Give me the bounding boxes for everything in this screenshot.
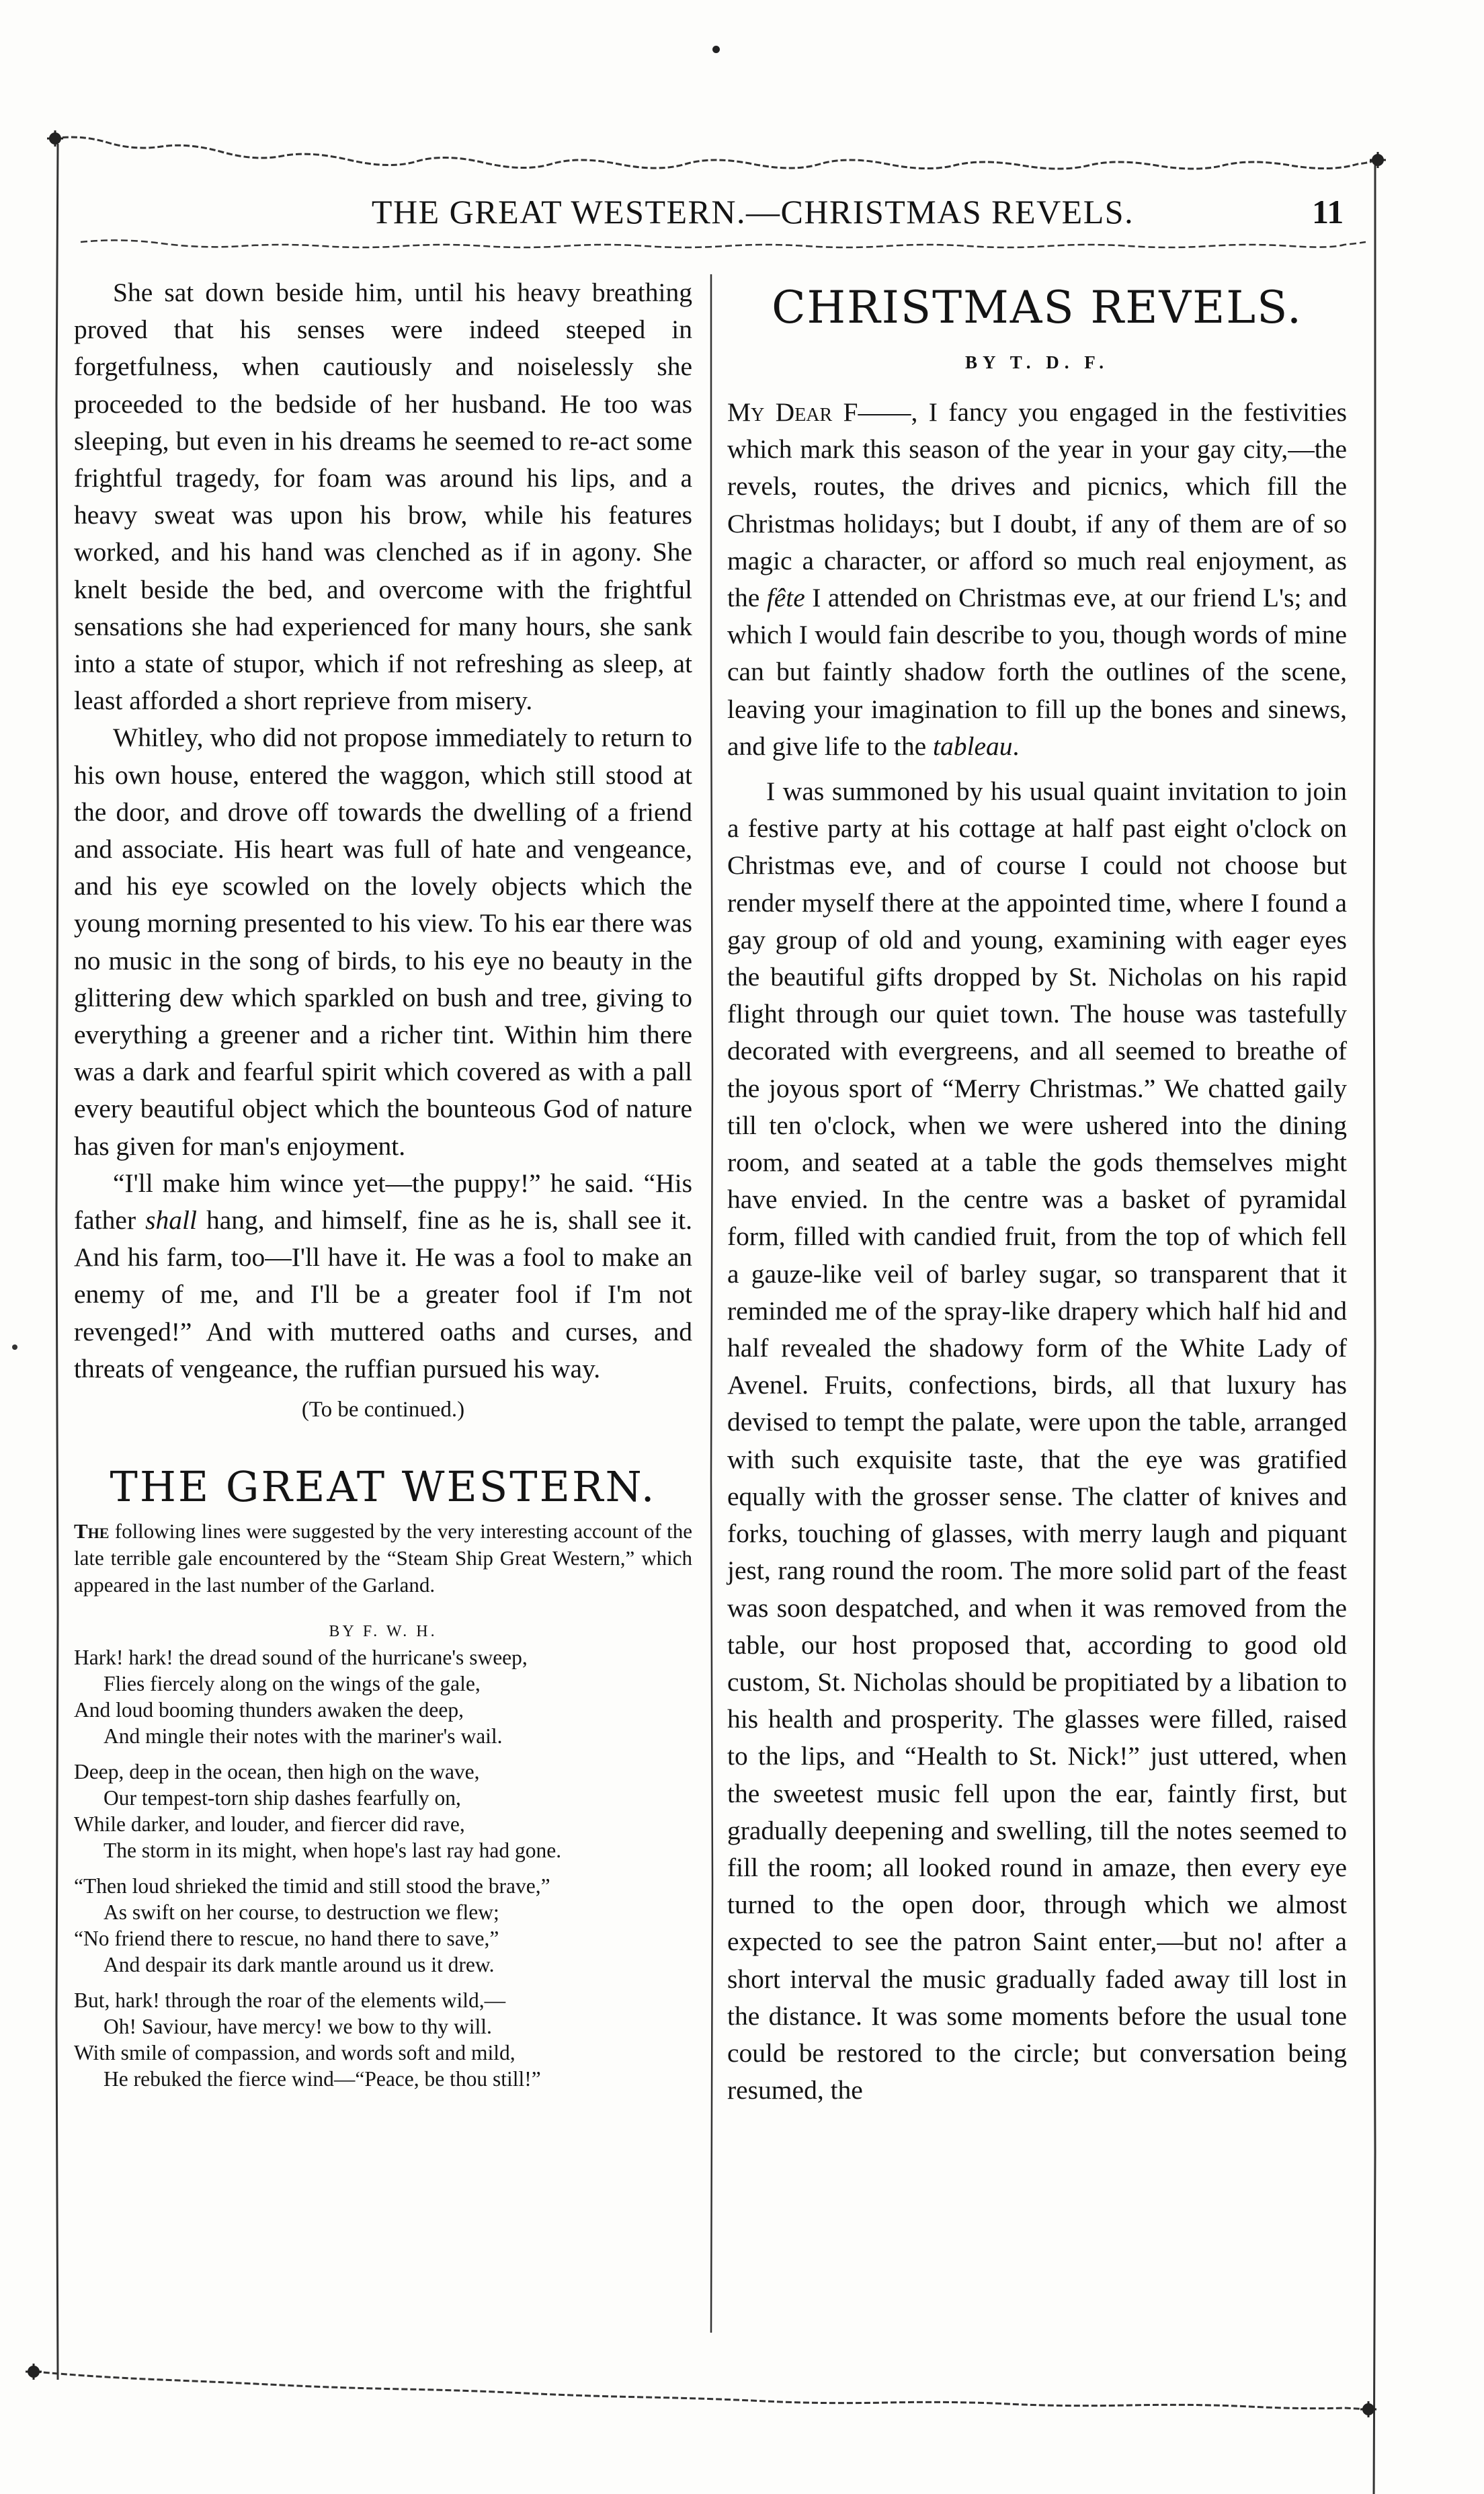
tableau-word: tableau: [933, 731, 1013, 761]
poem-intro-first-word: The: [74, 1519, 110, 1543]
column-divider-rule: [711, 274, 712, 2333]
story-paragraph-3: [74, 1165, 692, 1387]
verse-line: Our tempest-torn ship dashes fearfully on,: [104, 1786, 461, 1810]
corner-ornament-bottom-left: [26, 2364, 42, 2380]
running-title: THE GREAT WESTERN.—CHRISTMAS REVELS.: [371, 193, 1135, 231]
left-column: [74, 274, 692, 2101]
article-title: CHRISTMAS REVELS.: [772, 282, 1303, 333]
poem-stanza-2: [74, 1759, 692, 1863]
bottom-wavy-rule: [35, 2372, 1368, 2409]
corner-ornament-top-right: [1370, 152, 1386, 168]
corner-ornament-top-left: [47, 130, 63, 147]
verse-line: Hark! hark! the dread sound of the hurricane's sweep,: [74, 1646, 528, 1670]
verse-line: With smile of compassion, and words soft and mild,: [74, 2041, 516, 2065]
verse-line: He rebuked the fierce wind—“Peace, be thou still!”: [104, 2067, 541, 2091]
verse-line: And despair its dark mantle around us it drew.: [104, 1953, 495, 1977]
quote-text-a: “I'll make him wince yet—the puppy!” he said. “His father: [74, 1168, 692, 1236]
left-border-rule: [56, 144, 58, 2380]
verse-line: The storm in its might, when hope's last ray had gone.: [104, 1839, 562, 1863]
quote-text-b: hang, and himself, fine as he is, shall see it. And his farm, too—I'll have it. He was a fool to make an enemy of me, and I'll be a greater fool if I'm not revenged!” And with muttered oaths and curses, and threats of vengeance, the ruffian pursued his way.: [74, 1205, 692, 1383]
poem-stanza-1: [74, 1644, 692, 1749]
page-number: 11: [1312, 193, 1344, 231]
verse-line: And loud booming thunders awaken the deep,: [74, 1698, 464, 1722]
verse-line: Deep, deep in the ocean, then high on the wave,: [74, 1760, 480, 1784]
story-paragraph-2: Whitley, who did not propose immediately to return to his own house, entered the waggon, which still stood at the door, and drove off towards the dwelling of a friend and associate. His heart was full of hate and vengeance, and his eye scowled on the lovely objects which the young morning presented to his view. To his ear there was no music in the song of birds, to his eye no beauty in the glittering dew which sparkled on bush and tree, giving to everything a greener and a richer tint. Within him there was a dark and fearful spirit which covered as with a pall every beautiful object which the bounteous God of nature has given for man's enjoyment.: [74, 723, 692, 1161]
verse-line: Flies fiercely along on the wings of the gale,: [104, 1672, 481, 1696]
header-underline-rule: [81, 240, 1366, 247]
poem-byline: BY F. W. H.: [329, 1623, 438, 1641]
verse-line: “Then loud shrieked the timid and still stood the brave,”: [74, 1874, 550, 1898]
poem-stanza-3: [74, 1873, 692, 1978]
article-text-a: ——, I fancy you engaged in the festivities which mark this season of the year in your gay city,—the revels, routes, the drives and picnics, which fill the Christmas holidays; but I doubt, if any of them are of so magic a character, or afford so much real enjoyment, as the: [727, 397, 1347, 613]
verse-line: But, hark! through the roar of the elements wild,—: [74, 1988, 506, 2013]
verse-line: “No friend there to rescue, no hand there to save,”: [74, 1927, 499, 1951]
poem-intro: [74, 1518, 692, 1599]
verse-line: While darker, and louder, and fiercer did rave,: [74, 1812, 465, 1837]
story-paragraph-1: She sat down beside him, until his heavy breathing proved that his senses were indeed steeped in forgetfulness, when cautiously and noiselessly she proceeded to the bedside of her husband. He too was sleeping, but even in his dreams he seemed to re-act some frightful tragedy, for foam was around his lips, and a heavy sweat was upon his brow, while his features worked, and his hand was clenched as if in agony. She knelt beside the bed, and overcome with the frightful sensations she had experienced for many hours, she sank into a state of stupor, which if not refreshing as sleep, at least afforded a short reprieve from misery.: [74, 278, 692, 716]
poem-title: THE GREAT WESTERN.: [110, 1462, 657, 1512]
salutation: My Dear F: [727, 397, 858, 427]
poem-stanza-4: [74, 1987, 692, 2092]
verse-line: Oh! Saviour, have mercy! we bow to thy will.: [104, 2015, 492, 2039]
poem-intro-text: following lines were suggested by the very interesting account of the late terrible gale encountered by the “Steam Ship Great Western,” which appeared in the last number of the Garland.: [74, 1519, 692, 1597]
article-byline: BY T. D. F.: [964, 352, 1110, 372]
article-paragraph-1: [727, 394, 1347, 765]
verse-line: As swift on her course, to destruction we flew;: [104, 1900, 499, 1925]
top-wavy-rule: [54, 137, 1379, 169]
quote-italic-word: shall: [145, 1205, 197, 1236]
article-text-b: I attended on Christmas eve, at our friend L's; and which I would fain describe to you, though words of mine can but faintly shadow forth the outlines of the scene, leaving your imagination to fill up the bones and sinews, and give life to the: [727, 583, 1348, 761]
verse-line: And mingle their notes with the mariner's wail.: [104, 1724, 503, 1748]
fete-word: fête: [766, 583, 805, 613]
article-paragraph-2: I was summoned by his usual quaint invitation to join a festive party at his cottage at half past eight o'clock on Christmas eve, and of course I could not choose but render myself there at the appointed time, where I found a gay group of old and young, examining with eager eyes the beautiful gifts dropped by St. Nicholas on his rapid flight through our quiet town. The house was tastefully decorated with evergreens, and all seemed to breathe of the joyous sport of “Merry Christmas.” We chatted gaily till ten o'clock, when we were ushered into the dining room, and seated at a table the gods themselves might have envied. In the centre was a basket of pyramidal form, filled with candied fruit, from the top of which fell a gauze-like veil of barley sugar, so transparent that it reminded me of the spray-like drapery which half hid and half revealed the shadowy form of the White Lady of Avenel. Fruits, confections, birds, all that luxury has devised to tempt the palate, were upon the table, arranged with such exquisite taste, that the eye was gratified equally with the grosser sense. The clatter of knives and forks, touching of glasses, with merry laugh and piquant jest, rang round the room. The more solid part of the feast was soon despatched, and when it was removed from the table, our host proposed that, according to good old custom, St. Nicholas should be propitiated by a libation to his health and prosperity. The glasses were filled, raised to the lips, and “Health to St. Nick!” just uttered, when the sweetest music fell upon the ear, faintly first, but gradually deepening and swelling, till the notes seemed to fill the room; all looked round in amaze, then every eye turned to the open door, through which we almost expected to see the patron Saint enter,—but no! after a short interval the music gradually faded away till lost in the distance. It was some moments before the usual tone could be restored to the circle; but conversation being resumed, the: [727, 776, 1347, 2105]
right-border-rule: [1374, 161, 1375, 2494]
article-text-c: .: [1012, 731, 1020, 761]
right-column: [727, 274, 1347, 2109]
to-be-continued: (To be continued.): [301, 1398, 465, 1422]
